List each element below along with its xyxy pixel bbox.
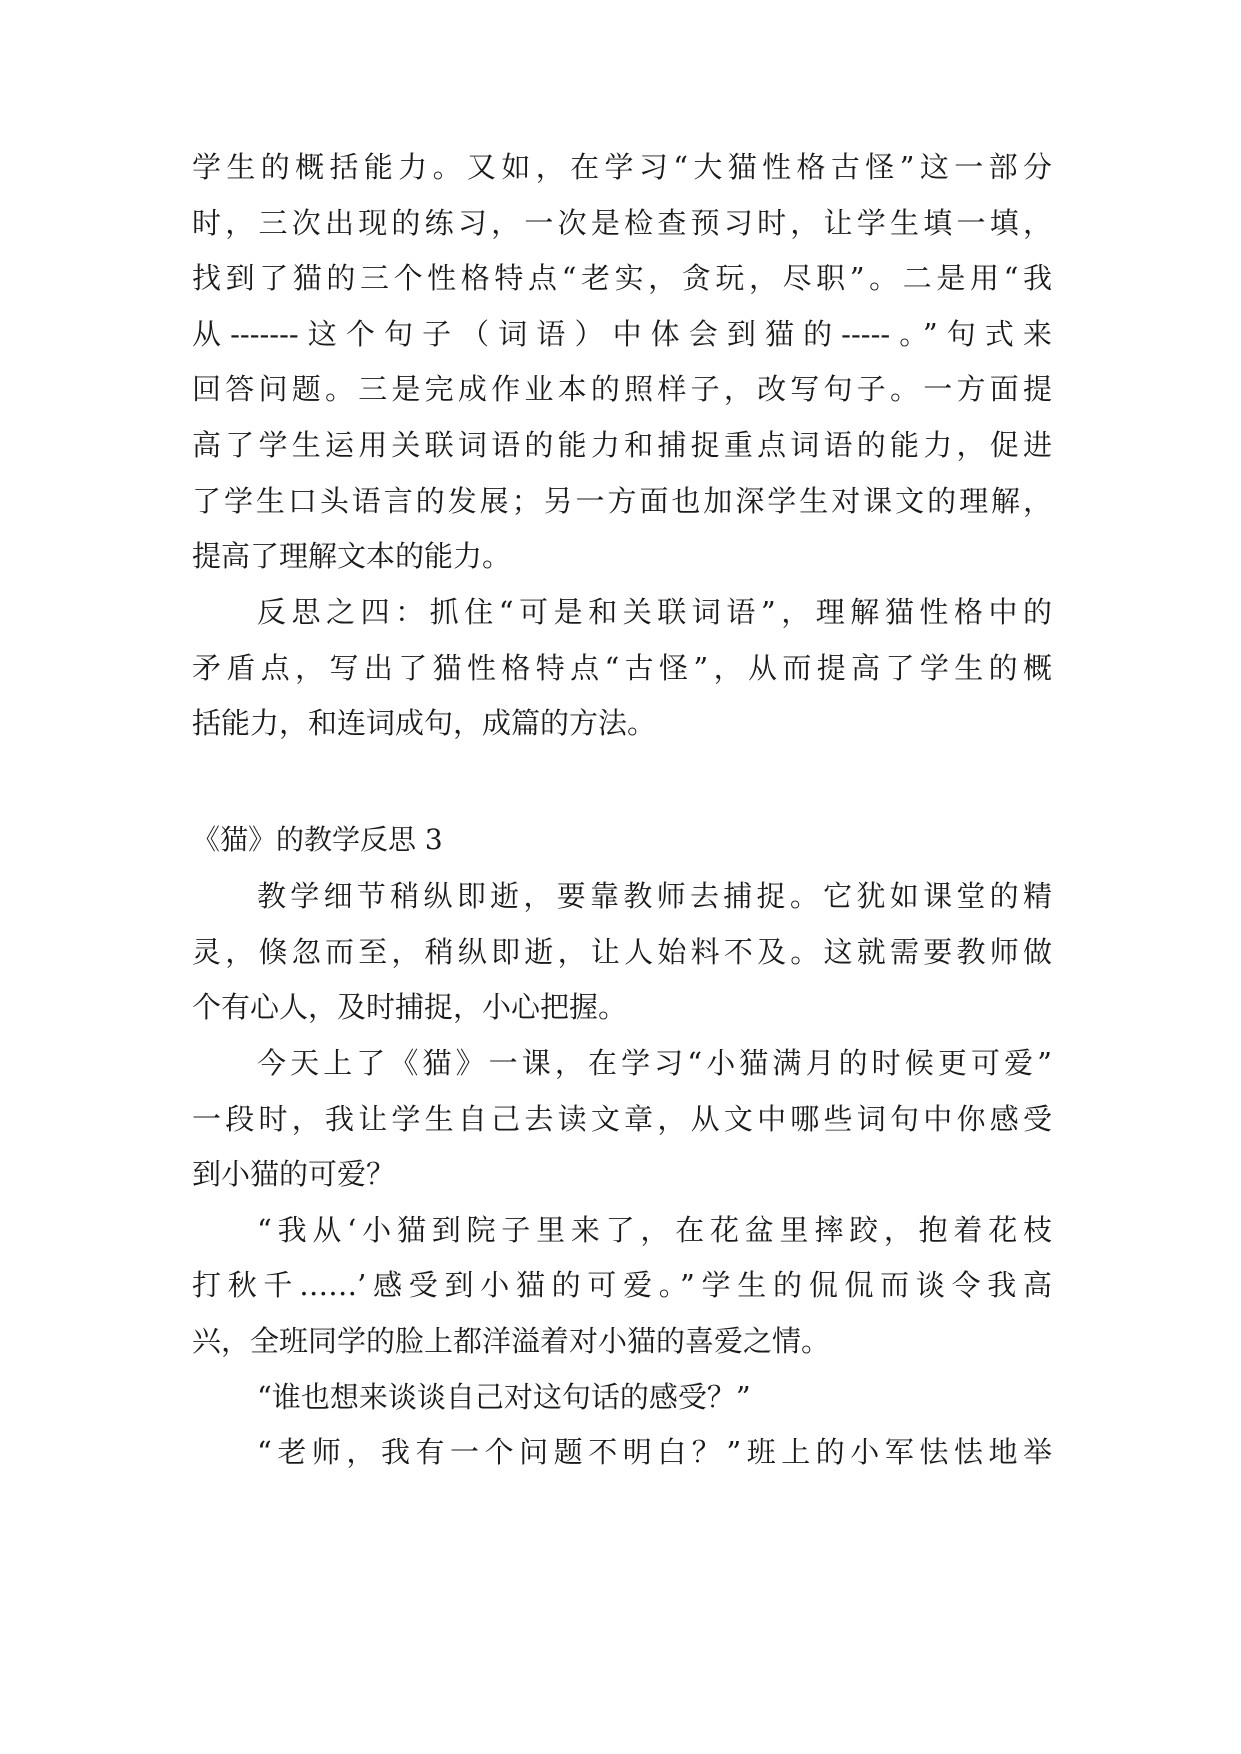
paragraph-start-line: 反思之四：抓住“可是和关联词语”，理解猫性格中的 [257, 595, 1052, 629]
text-line: 兴，全班同学的脸上都洋溢着对小猫的喜爱之情。 [192, 1324, 831, 1358]
paragraph-start-line: 教学细节稍纵即逝，要靠教师去捕捉。它犹如课堂的精 [257, 879, 1052, 913]
text-line: 到小猫的可爱？ [192, 1157, 396, 1191]
text-line: 高了学生运用关联词语的能力和捕捉重点词语的能力，促进 [192, 428, 1052, 462]
text-line: 时，三次出现的练习，一次是检查预习时，让学生填一填， [192, 206, 1052, 240]
text-line: 了学生口头语言的发展；另一方面也加深学生对课文的理解， [192, 484, 1052, 518]
text-line: 打秋千……’感受到小猫的可爱。”学生的侃侃而谈令我高 [192, 1268, 1052, 1302]
text-line: 提高了理解文本的能力。 [192, 539, 512, 573]
paragraph-start-line: “谁也想来谈谈自己对这句话的感受？” [257, 1380, 751, 1414]
paragraph-start-line: “老师，我有一个问题不明白？”班上的小军怯怯地举 [257, 1435, 1052, 1469]
text-line: 从-------这个句子（词语）中体会到猫的-----。”句式来 [192, 317, 1052, 351]
text-line: 括能力，和连词成句，成篇的方法。 [192, 706, 657, 740]
section-heading: 《猫》的教学反思 3 [192, 823, 443, 856]
text-line: 一段时，我让学生自己去读文章，从文中哪些词句中你感受 [192, 1102, 1052, 1136]
paragraph-start-line: 今天上了《猫》一课，在学习“小猫满月的时候更可爱” [257, 1046, 1052, 1080]
text-line: 找到了猫的三个性格特点“老实，贪玩，尽职”。二是用“我 [192, 261, 1052, 295]
text-line: 矛盾点，写出了猫性格特点“古怪”，从而提高了学生的概 [192, 651, 1052, 685]
text-line: 学生的概括能力。又如，在学习“大猫性格古怪”这一部分 [192, 150, 1052, 184]
text-line: 灵，倏忽而至，稍纵即逝，让人始料不及。这就需要教师做 [192, 935, 1052, 969]
text-line: 个有心人，及时捕捉，小心把握。 [192, 990, 628, 1024]
text-line: 回答问题。三是完成作业本的照样子，改写句子。一方面提 [192, 372, 1052, 406]
paragraph-start-line: “我从‘小猫到院子里来了，在花盆里摔跤，抱着花枝 [257, 1213, 1052, 1247]
